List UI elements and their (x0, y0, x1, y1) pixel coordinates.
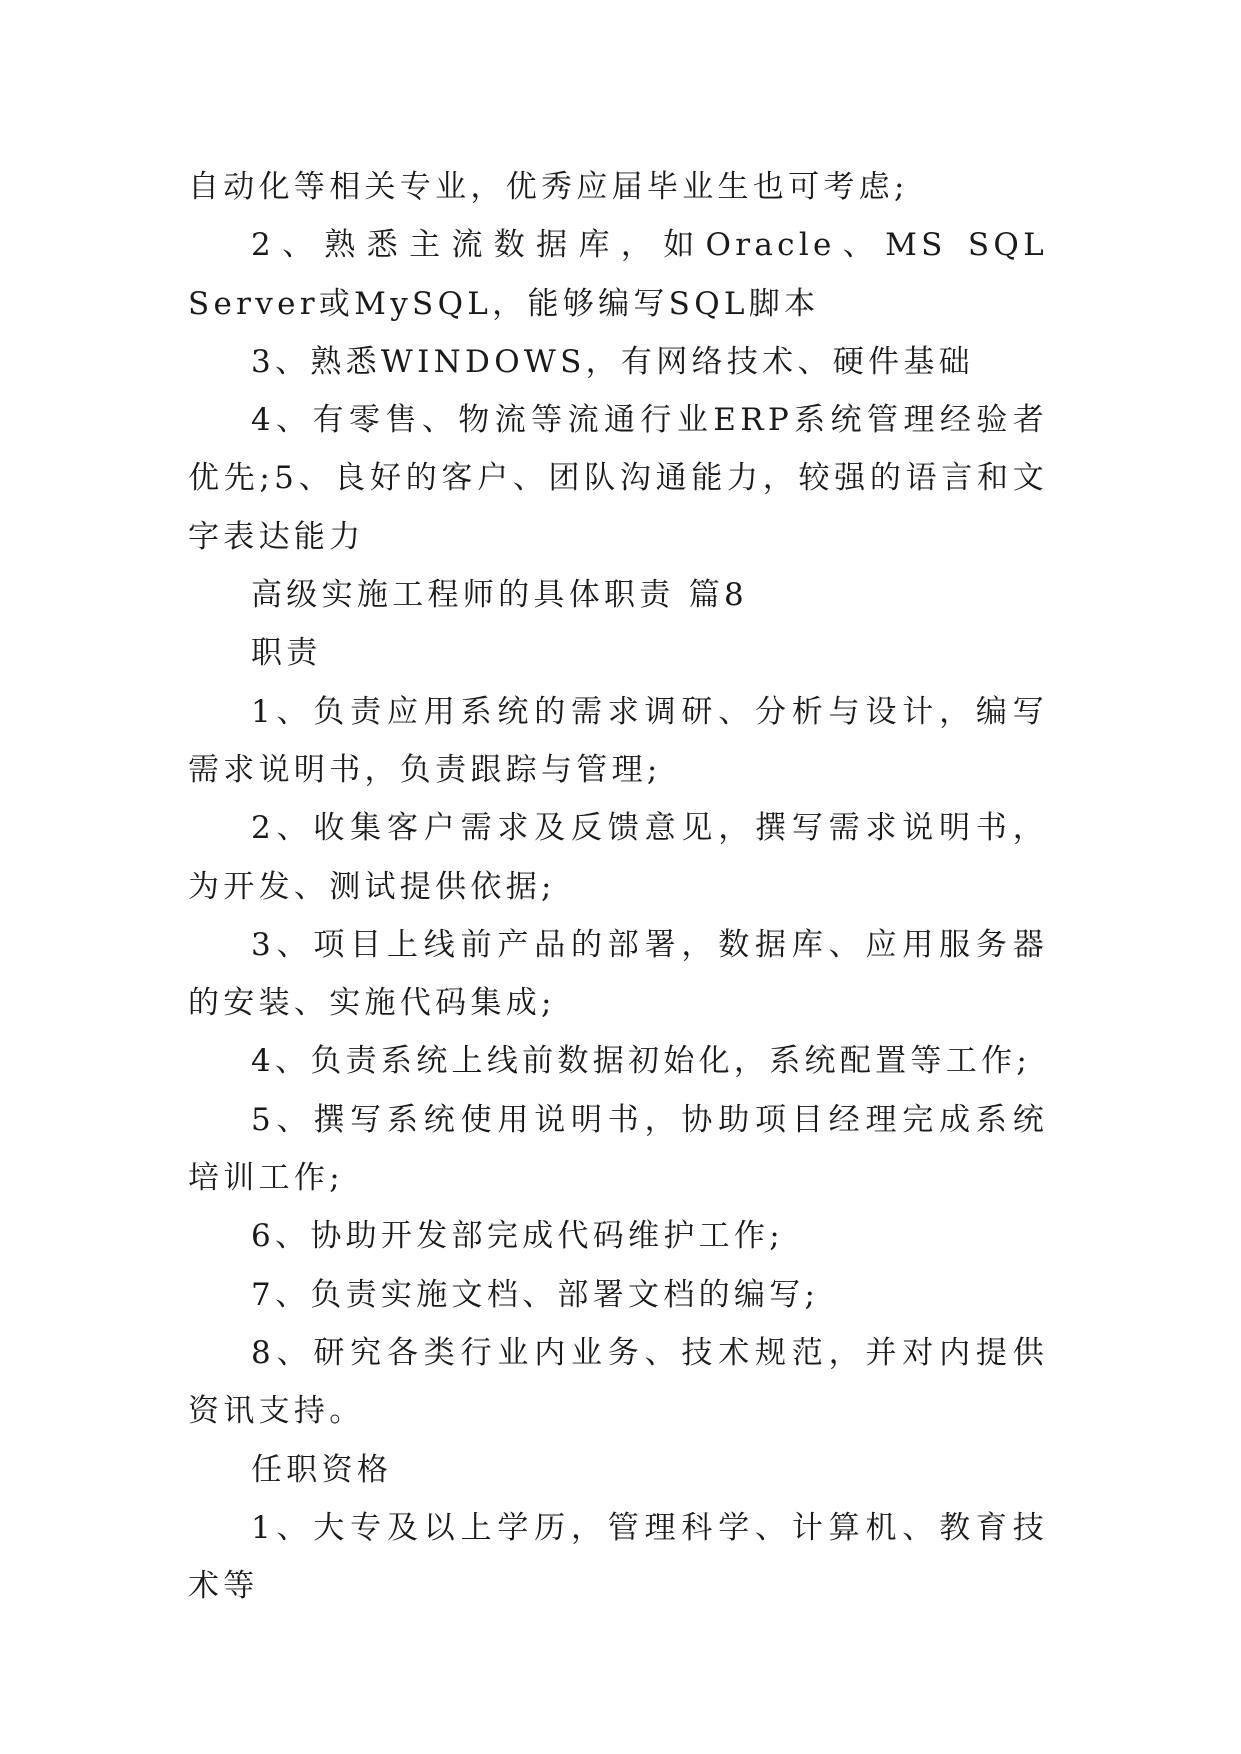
duty-item-5: 5、撰写系统使用说明书，协助项目经理完成系统培训工作; (188, 1101, 1048, 1197)
paragraph-requirement-2: 2、熟悉主流数据库，如Oracle、MS SQL Server或MySQL，能够编写SQL脚本 (188, 227, 1048, 322)
duty-item-3: 3、项目上线前产品的部署，数据库、应用服务器的安装、实施代码集成; (188, 926, 1048, 1022)
duty-item-1: 1、负责应用系统的需求调研、分析与设计，编写需求说明书，负责跟踪与管理; (188, 693, 1048, 788)
duty-item-6: 6、协助开发部完成代码维护工作; (251, 1218, 784, 1255)
qualification-item-1: 1、大专及以上学历，管理科学、计算机、教育技术等 (188, 1509, 1048, 1605)
subheading-qualifications: 任职资格 (251, 1451, 393, 1488)
paragraph-requirement-4-5: 4、有零售、物流等流通行业ERP系统管理经验者优先;5、良好的客户、团队沟通能力，较强的语言和文字表达能力 (188, 402, 1048, 555)
duty-item-4: 4、负责系统上线前数据初始化，系统配置等工作; (251, 1043, 1032, 1080)
duty-item-7: 7、负责实施文档、部署文档的编写; (251, 1276, 820, 1313)
duty-item-8: 8、研究各类行业内业务、技术规范，并对内提供资讯支持。 (188, 1334, 1048, 1430)
duty-item-2: 2、收集客户需求及反馈意见，撰写需求说明书，为开发、测试提供依据; (188, 810, 1048, 905)
paragraph-requirement-3: 3、熟悉WINDOWS，有网络技术、硬件基础 (251, 343, 974, 380)
section-heading: 高级实施工程师的具体职责 篇8 (251, 577, 749, 614)
subheading-duties: 职责 (251, 635, 322, 672)
paragraph-continuation: 自动化等相关专业，优秀应届毕业生也可考虑; (188, 169, 909, 205)
document-body (188, 158, 1048, 1615)
